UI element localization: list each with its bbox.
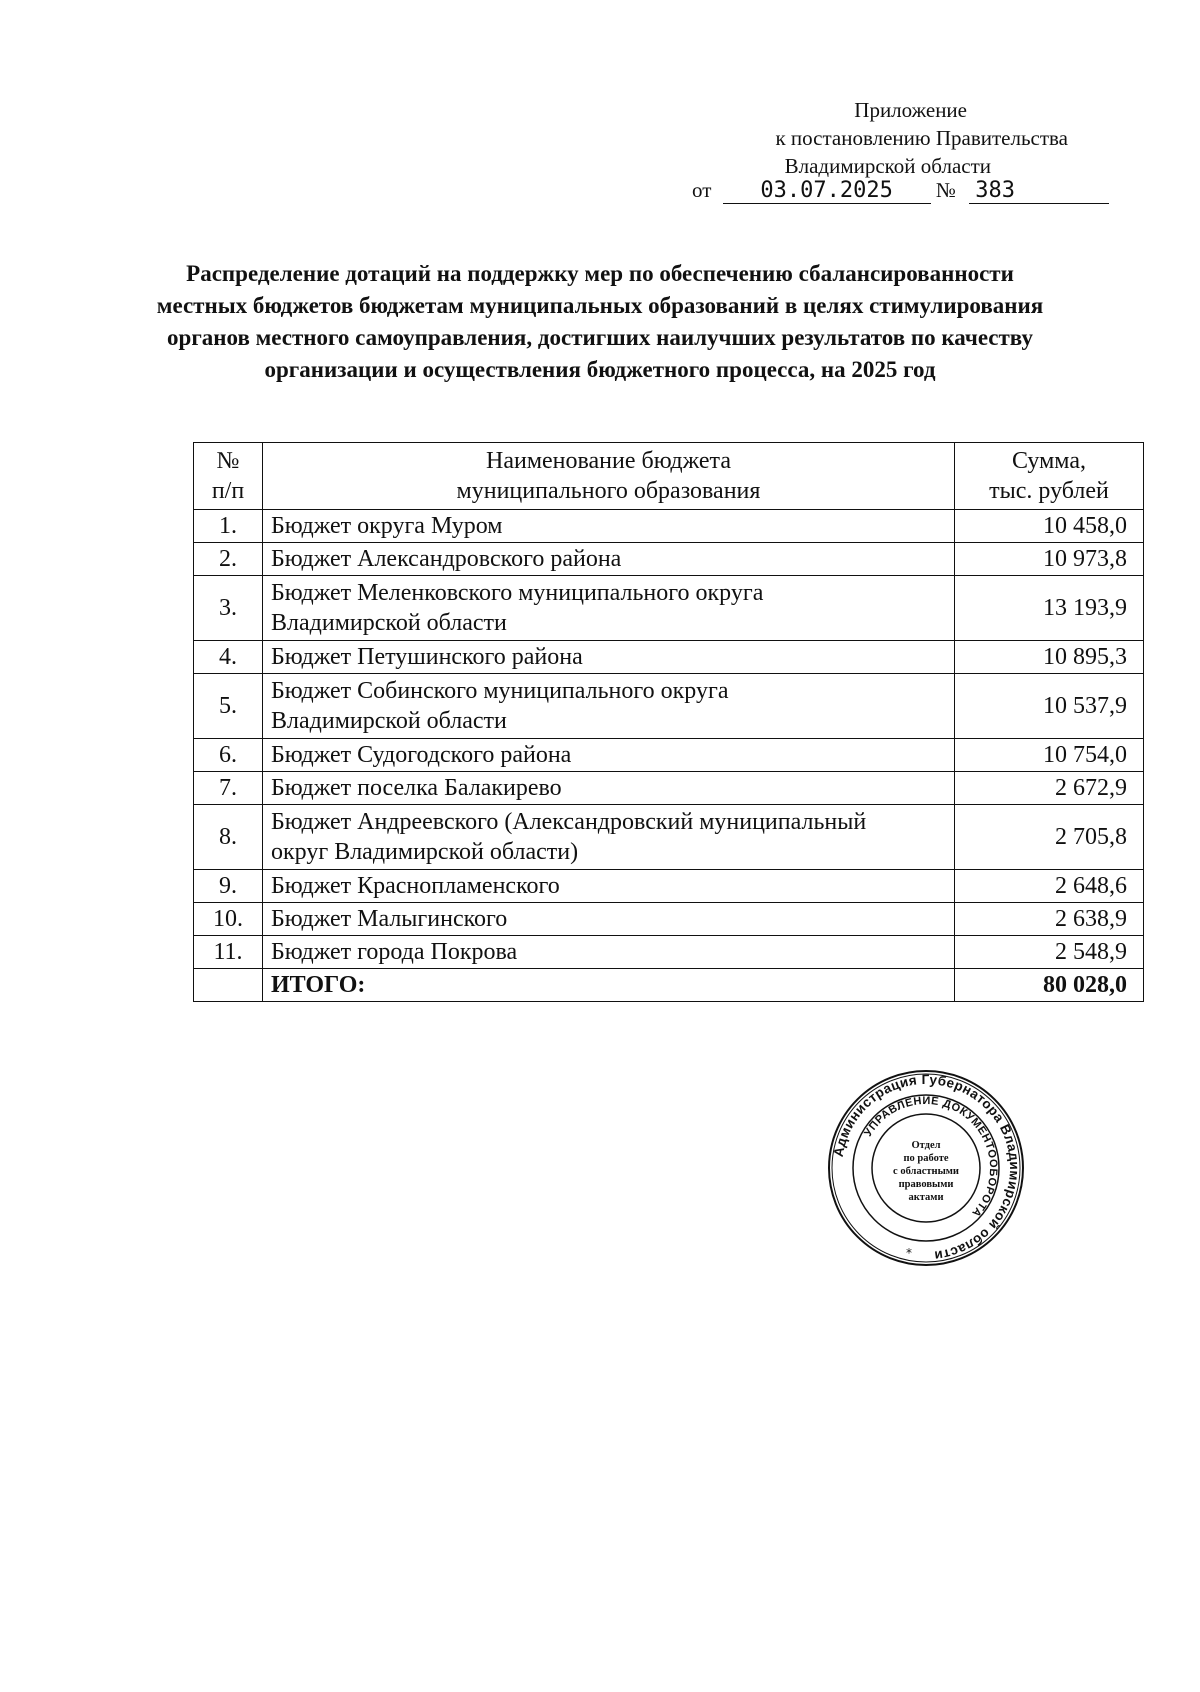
svg-text:Отдел: Отдел [911,1140,941,1151]
document-title: Распределение дотаций на поддержку мер по обеспечению сбалансированности местных бюджетов бюджетам муниципальных образований в целях стимулирования органов местного самоуправления, достигших наилучших результатов по качеству организации и осуществления бюджетного процесса, на 2025 год [156,261,1044,382]
row-sum: 10 973,8 [955,543,1144,576]
row-sum: 13 193,9 [955,576,1144,641]
distribution-table [193,442,1144,1002]
table-row [194,543,1144,576]
appendix-region: Владимирской области [784,154,991,178]
table-row [194,510,1144,543]
row-budget-name: Бюджет округа Муром [263,510,955,543]
row-budget-name: Бюджет Судогодского района [263,739,955,772]
appendix-header [520,96,1080,180]
seal-outer-text: Администрация Губернатора Владимирской области [830,1071,1023,1264]
table-row [194,641,1144,674]
row-number: 6. [194,739,263,772]
resolution-date-line [692,178,1109,204]
row-sum: 2 672,9 [955,772,1144,805]
svg-text:правовыми: правовыми [898,1179,954,1190]
row-number: 4. [194,641,263,674]
row-sum: 2 705,8 [955,805,1144,870]
seal-inner-text: УПРАВЛЕНИЕ ДОКУМЕНТООБОРОТА [862,1094,1000,1220]
appendix-title: Приложение [854,98,967,122]
table-row [194,576,1144,641]
row-budget-name: Бюджет города Покрова [263,936,955,969]
row-number: 7. [194,772,263,805]
table-row [194,903,1144,936]
row-sum: 2 638,9 [955,903,1144,936]
row-budget-name: Бюджет Андреевского (Александровский муниципальный округ Владимирской области) [263,805,955,870]
row-number: 10. [194,903,263,936]
row-number: 1. [194,510,263,543]
seal-star: * [906,1246,912,1260]
total-number-cell [194,969,263,1002]
total-label: ИТОГО: [263,969,955,1002]
total-sum: 80 028,0 [955,969,1144,1002]
row-number: 5. [194,674,263,739]
svg-text:актами: актами [908,1192,944,1203]
appendix-to-resolution: к постановлению Правительства [775,126,1068,150]
row-budget-name: Бюджет Краснопламенского [263,870,955,903]
from-label: от [692,178,712,202]
svg-text:с областными: с областными [893,1166,959,1177]
row-sum: 10 895,3 [955,641,1144,674]
official-seal [826,1068,1026,1268]
row-number: 2. [194,543,263,576]
row-sum: 10 537,9 [955,674,1144,739]
total-row [194,969,1144,1002]
row-number: 8. [194,805,263,870]
row-budget-name: Бюджет поселка Балакирево [263,772,955,805]
row-budget-name: Бюджет Собинского муниципального округа Владимирской области [263,674,955,739]
table-row [194,674,1144,739]
resolution-number: 383 [969,179,1109,204]
table-header-row [194,443,1144,510]
table-row [194,870,1144,903]
number-label: № [935,178,956,202]
seal-center-text [893,1140,959,1203]
table-row [194,739,1144,772]
row-number: 11. [194,936,263,969]
header-number: № п/п [194,443,263,510]
header-sum: Сумма, тыс. рублей [955,443,1144,510]
row-sum: 10 754,0 [955,739,1144,772]
table-row [194,805,1144,870]
svg-text:по работе: по работе [903,1153,949,1164]
row-budget-name: Бюджет Малыгинского [263,903,955,936]
row-number: 9. [194,870,263,903]
row-budget-name: Бюджет Петушинского района [263,641,955,674]
row-sum: 2 548,9 [955,936,1144,969]
table-row [194,772,1144,805]
resolution-date: 03.07.2025 [723,179,931,204]
row-sum: 10 458,0 [955,510,1144,543]
row-number: 3. [194,576,263,641]
row-sum: 2 648,6 [955,870,1144,903]
table-row [194,936,1144,969]
row-budget-name: Бюджет Александровского района [263,543,955,576]
row-budget-name: Бюджет Меленковского муниципального округа Владимирской области [263,576,955,641]
header-budget-name: Наименование бюджета муниципального образования [263,443,955,510]
